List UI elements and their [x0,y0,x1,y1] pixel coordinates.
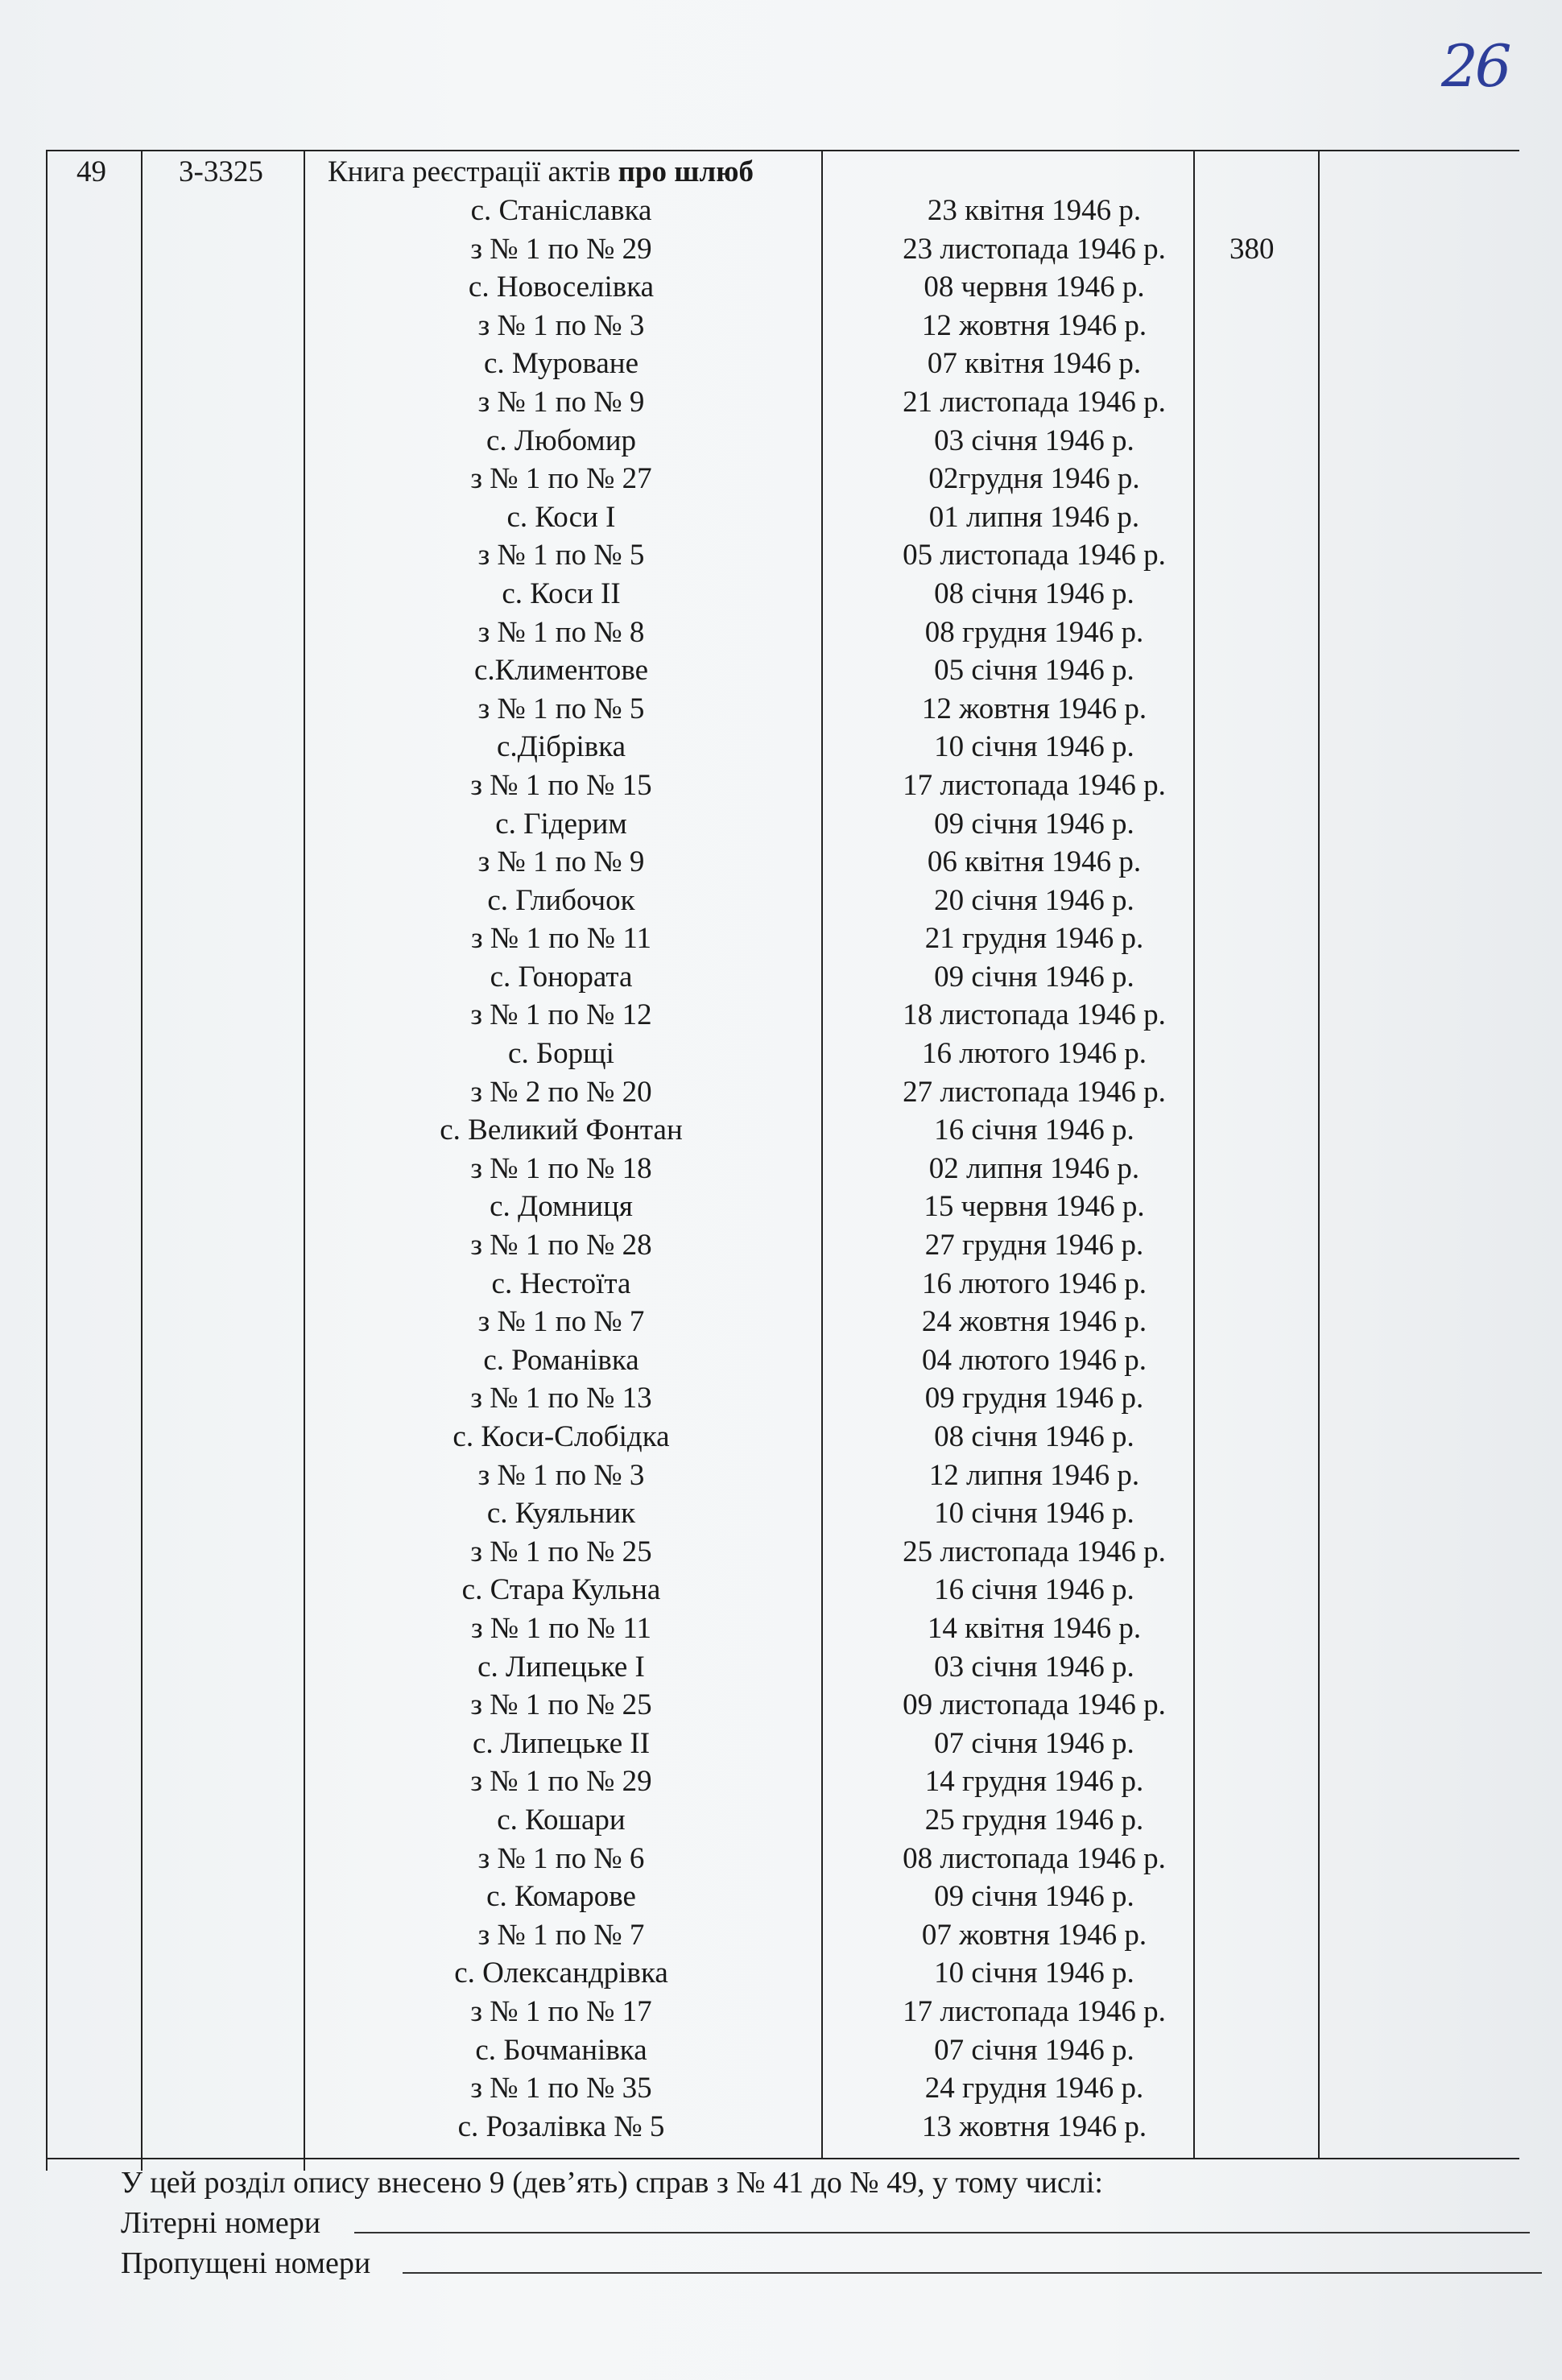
description-line: с. Липецьке ІІ [472,1726,651,1760]
date-line: 17 листопада 1946 р. [903,768,1166,802]
date-line: 08 листопада 1946 р. [903,1841,1166,1875]
date-line: 08 червня 1946 р. [924,271,1145,304]
date-line: 08 грудня 1946 р. [924,615,1144,649]
description-line: с. Нестоїта [491,1266,631,1300]
description-line: з № 1 по № 12 [470,998,652,1032]
summary-text: У цей розділ опису внесено 9 (дев’ять) справ з № 41 до № 49, у тому числі: [121,2166,1103,2200]
date-line: 25 листопада 1946 р. [903,1535,1166,1568]
date-line: 04 лютого 1946 р. [921,1343,1147,1377]
description-line: с. Куяльник [486,1497,636,1531]
date-line: 10 січня 1946 р. [934,730,1134,764]
inventory-table [46,150,1519,2171]
date-line: 09 листопада 1946 р. [903,1688,1166,1722]
description-line: з № 1 по № 35 [470,2072,652,2105]
description-line: с. Муроване [483,347,639,381]
date-line: 16 лютого 1946 р. [921,1266,1147,1300]
description-column [304,192,819,2146]
description-line: с. Великий Фонтан [440,1114,683,1147]
date-line: 07 квітня 1946 р. [927,347,1142,381]
missing-numbers-blank [403,2272,1542,2274]
date-line: 16 січня 1946 р. [934,1573,1134,1607]
col-divider-1 [141,150,143,2171]
description-line: с. Коси-Слобідка [452,1420,670,1453]
date-line: 08 січня 1946 р. [934,1420,1134,1453]
date-line: 08 січня 1946 р. [934,576,1134,610]
description-line: с. Гідерим [495,807,627,841]
date-line: 02грудня 1946 р. [928,462,1140,496]
date-line: 12 липня 1946 р. [928,1458,1140,1492]
description-line: с. Домниця [490,1190,633,1224]
date-line: 27 грудня 1946 р. [924,1229,1144,1262]
file-title-bold: про шлюб [618,155,754,188]
description-line: з № 1 по № 6 [477,1841,645,1875]
description-line: з № 1 по № 25 [470,1688,652,1722]
date-line: 10 січня 1946 р. [934,1956,1134,1990]
description-line: з № 1 по № 28 [470,1229,652,1262]
table-border-left [46,150,48,2171]
col-divider-5 [1318,150,1320,2158]
description-line: с. Коси ІІ [502,576,621,610]
description-line: з № 1 по № 11 [471,1611,651,1645]
description-line: з № 1 по № 17 [470,1994,652,2028]
description-line: з № 1 по № 18 [470,1151,652,1185]
date-line: 20 січня 1946 р. [934,883,1134,917]
description-line: з № 1 по № 5 [477,539,645,572]
date-line: 12 жовтня 1946 р. [921,308,1147,342]
description-line: с. Станіславка [470,194,652,227]
description-line: с. Новоселівка [468,271,655,304]
description-line: с. Кошари [497,1803,626,1837]
description-line: с. Борщі [508,1037,614,1071]
file-title-regular: Книга реєстрації актів [328,155,618,188]
date-line: 24 жовтня 1946 р. [921,1305,1147,1339]
row-number: 49 [76,155,106,188]
date-line: 01 липня 1946 р. [928,500,1140,534]
date-line: 13 жовтня 1946 р. [921,2109,1147,2143]
description-line: з № 1 по № 29 [470,232,652,266]
page-number-handwritten: 26 [1441,32,1509,100]
table-bottom-border [46,2158,1519,2159]
description-line: з № 1 по № 15 [470,768,652,802]
description-line: с. Стара Кульна [461,1573,661,1607]
date-line: 25 грудня 1946 р. [924,1803,1144,1837]
description-line: з № 1 по № 3 [477,308,645,342]
date-line: 07 січня 1946 р. [934,2033,1134,2067]
description-line: с. Липецьке І [477,1650,645,1684]
description-line: с. Комарове [486,1880,636,1914]
description-line: з № 1 по № 9 [477,845,645,879]
description-line: с. Гонората [490,960,633,994]
description-line: з № 1 по № 8 [477,615,645,649]
date-line: 15 червня 1946 р. [924,1190,1145,1224]
description-line: с. Любомир [486,424,636,457]
date-line: 03 січня 1946 р. [934,1650,1134,1684]
description-line: с.Климентове [473,654,649,688]
letter-numbers-label: Літерні номери [121,2206,321,2240]
description-line: з № 1 по № 27 [470,462,652,496]
description-line: с. Олександрівка [454,1956,668,1990]
description-line: с.Дібрівка [496,730,626,764]
description-line: з № 1 по № 3 [477,1458,645,1492]
table-top-border [46,150,1519,151]
description-line: с. Бочманівка [475,2033,647,2067]
description-line: з № 1 по № 29 [470,1765,652,1799]
description-line: з № 1 по № 5 [477,692,645,725]
date-line: 10 січня 1946 р. [934,1497,1134,1531]
date-line: 14 квітня 1946 р. [927,1611,1142,1645]
description-line: с. Романівка [483,1343,639,1377]
description-line: з № 1 по № 9 [477,385,645,419]
date-line: 09 січня 1946 р. [934,1880,1134,1914]
date-line: 27 листопада 1946 р. [903,1075,1166,1109]
letter-numbers-blank [354,2232,1530,2233]
date-line: 12 жовтня 1946 р. [921,692,1147,725]
section-footer [121,2163,1441,2283]
date-line: 02 липня 1946 р. [928,1151,1140,1185]
date-line: 18 листопада 1946 р. [903,998,1166,1032]
file-title [328,153,754,192]
date-line: 07 січня 1946 р. [934,1726,1134,1760]
date-line: 17 листопада 1946 р. [903,1994,1166,2028]
date-line: 05 січня 1946 р. [934,654,1134,688]
summary-line [121,2163,1441,2203]
date-line: 16 лютого 1946 р. [921,1037,1147,1071]
date-line: 21 листопада 1946 р. [903,385,1166,419]
date-line: 03 січня 1946 р. [934,424,1134,457]
date-column [823,192,1246,2146]
date-line: 05 листопада 1946 р. [903,539,1166,572]
date-line: 09 січня 1946 р. [934,960,1134,994]
description-line: з № 1 по № 13 [470,1382,652,1415]
date-line: 07 жовтня 1946 р. [921,1918,1147,1952]
description-line: с. Розалівка № 5 [457,2109,665,2143]
date-line: 23 листопада 1946 р. [903,232,1166,266]
letter-numbers-line [121,2203,1441,2243]
description-line: с. Коси І [506,500,616,534]
date-line: 14 грудня 1946 р. [924,1765,1144,1799]
date-line: 09 січня 1946 р. [934,807,1134,841]
description-line: з № 1 по № 7 [477,1918,645,1952]
date-line: 23 квітня 1946 р. [927,194,1142,227]
record-count: 380 [1229,233,1275,266]
file-code: 3-3325 [179,155,263,188]
description-line: з № 1 по № 11 [471,922,651,956]
date-line: 16 січня 1946 р. [934,1114,1134,1147]
date-line: 09 грудня 1946 р. [924,1382,1144,1415]
description-line: з № 2 по № 20 [470,1075,652,1109]
missing-numbers-label: Пропущені номери [121,2246,371,2280]
description-line: з № 1 по № 25 [470,1535,652,1568]
date-line: 21 грудня 1946 р. [924,922,1144,956]
description-line: с. Глибочок [487,883,635,917]
date-line: 06 квітня 1946 р. [927,845,1142,879]
date-line: 24 грудня 1946 р. [924,2072,1144,2105]
description-line: з № 1 по № 7 [477,1305,645,1339]
missing-numbers-line [121,2243,1441,2283]
